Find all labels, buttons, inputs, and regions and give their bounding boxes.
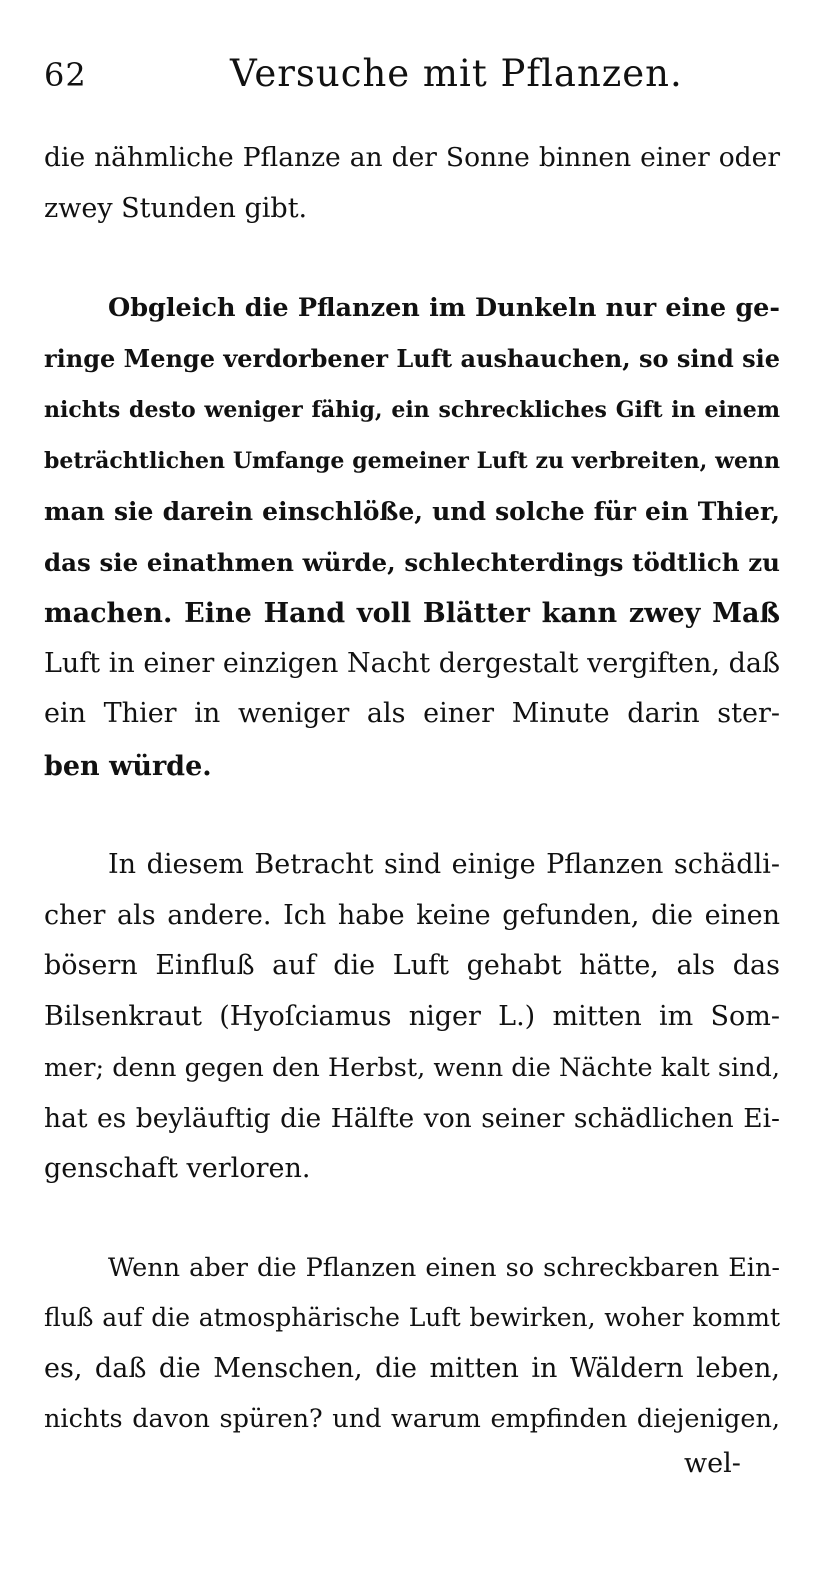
text-line: mer; denn gegen den Herbst, wenn die Nächte kalt sind, <box>44 1053 780 1083</box>
text-line: fluß auf die atmosphärische Luft bewirken, woher kommt <box>44 1303 780 1332</box>
catchword: wel- <box>684 1448 741 1479</box>
page-number: 62 <box>44 56 87 94</box>
text-line: Obgleich die Pflanzen im Dunkeln nur eine ge- <box>108 293 780 323</box>
text-line: die nähmliche Pflanze an der Sonne binnen einer oder <box>44 142 780 173</box>
text-line: machen. Eine Hand voll Blätter kann zwey Maß <box>44 598 780 629</box>
text-line: cher als andere. Ich habe keine gefunden, die einen <box>44 900 780 931</box>
text-line: In diesem Betracht sind einige Pflanzen schädli- <box>108 849 780 880</box>
text-line: nichts desto weniger fähig, ein schreckliches Gift in einem <box>44 397 780 423</box>
text-line: ein Thier in weniger als einer Minute darin ster- <box>44 698 780 729</box>
text-line: hat es beyläuftig die Hälfte von seiner schädlichen Ei- <box>44 1103 780 1134</box>
text-line: ben würde. <box>44 751 212 782</box>
text-line: genschaft verloren. <box>44 1153 311 1184</box>
running-title: Versuche mit Pflanzen. <box>230 52 683 95</box>
page-header <box>44 52 784 102</box>
text-line: Luft in einer einzigen Nacht dergestalt vergiften, daß <box>44 648 780 679</box>
text-line: nichts davon spüren? und warum empfinden diejenigen, <box>44 1404 780 1434</box>
text-line: zwey Stunden gibt. <box>44 193 308 224</box>
text-line: es, daß die Menschen, die mitten in Wäldern leben, <box>44 1353 780 1384</box>
text-line: das sie einathmen würde, schlechterdings tödtlich zu <box>44 548 780 577</box>
text-line: Wenn aber die Pflanzen einen so schreckbaren Ein- <box>108 1253 780 1283</box>
text-line: bösern Einfluß auf die Luft gehabt hätte, als das <box>44 950 780 981</box>
text-line: Bilsenkraut (Hyoſciamus niger L.) mitten im Som- <box>44 1001 780 1032</box>
text-line: ringe Menge verdorbener Luft aushauchen, so sind sie <box>44 344 780 373</box>
text-line: man sie darein einschlöße, und solche für ein Thier, <box>44 497 780 526</box>
text-line: beträchtlichen Umfange gemeiner Luft zu verbreiten, wenn <box>44 448 780 474</box>
